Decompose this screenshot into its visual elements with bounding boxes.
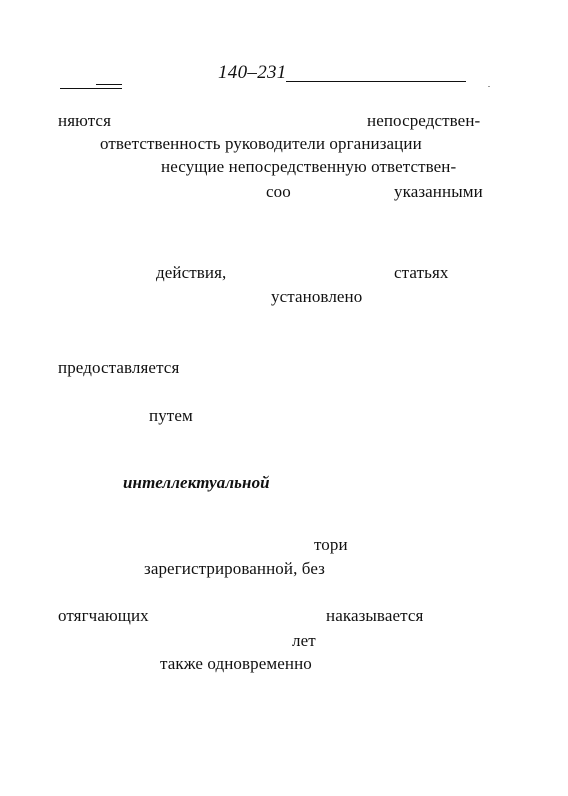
text-line-1-left: няются: [58, 111, 111, 130]
text-line-5-right: статьях: [394, 263, 449, 282]
page-reference: 140–231: [218, 62, 287, 83]
text-line-8: путем: [149, 406, 193, 425]
header-left-rule: [60, 88, 122, 89]
text-line-10: тори: [314, 535, 348, 554]
text-line-11: зарегистрированной, без: [144, 559, 325, 578]
text-line-1-right: непосредствен-: [367, 111, 481, 130]
header-left-rule-short: [96, 84, 122, 85]
header-speck: [488, 86, 490, 87]
text-line-2: ответственность руководители организации: [100, 134, 422, 153]
text-line-3: несущие непосредственную ответствен-: [161, 157, 457, 176]
text-line-4-left: соо: [266, 182, 291, 201]
text-line-12-right: наказывается: [326, 606, 424, 625]
text-line-4-right: указанными: [394, 182, 483, 201]
text-line-13: лет: [292, 631, 316, 650]
header-right-rule: [286, 81, 466, 82]
text-line-7: предоставляется: [58, 358, 180, 377]
text-line-14: также одновременно: [160, 654, 312, 673]
text-line-5-left: действия,: [156, 263, 227, 282]
text-line-6: установлено: [271, 287, 363, 306]
text-line-9-emphasis: интеллектуальной: [123, 473, 270, 492]
text-line-12-left: отягчающих: [58, 606, 149, 625]
